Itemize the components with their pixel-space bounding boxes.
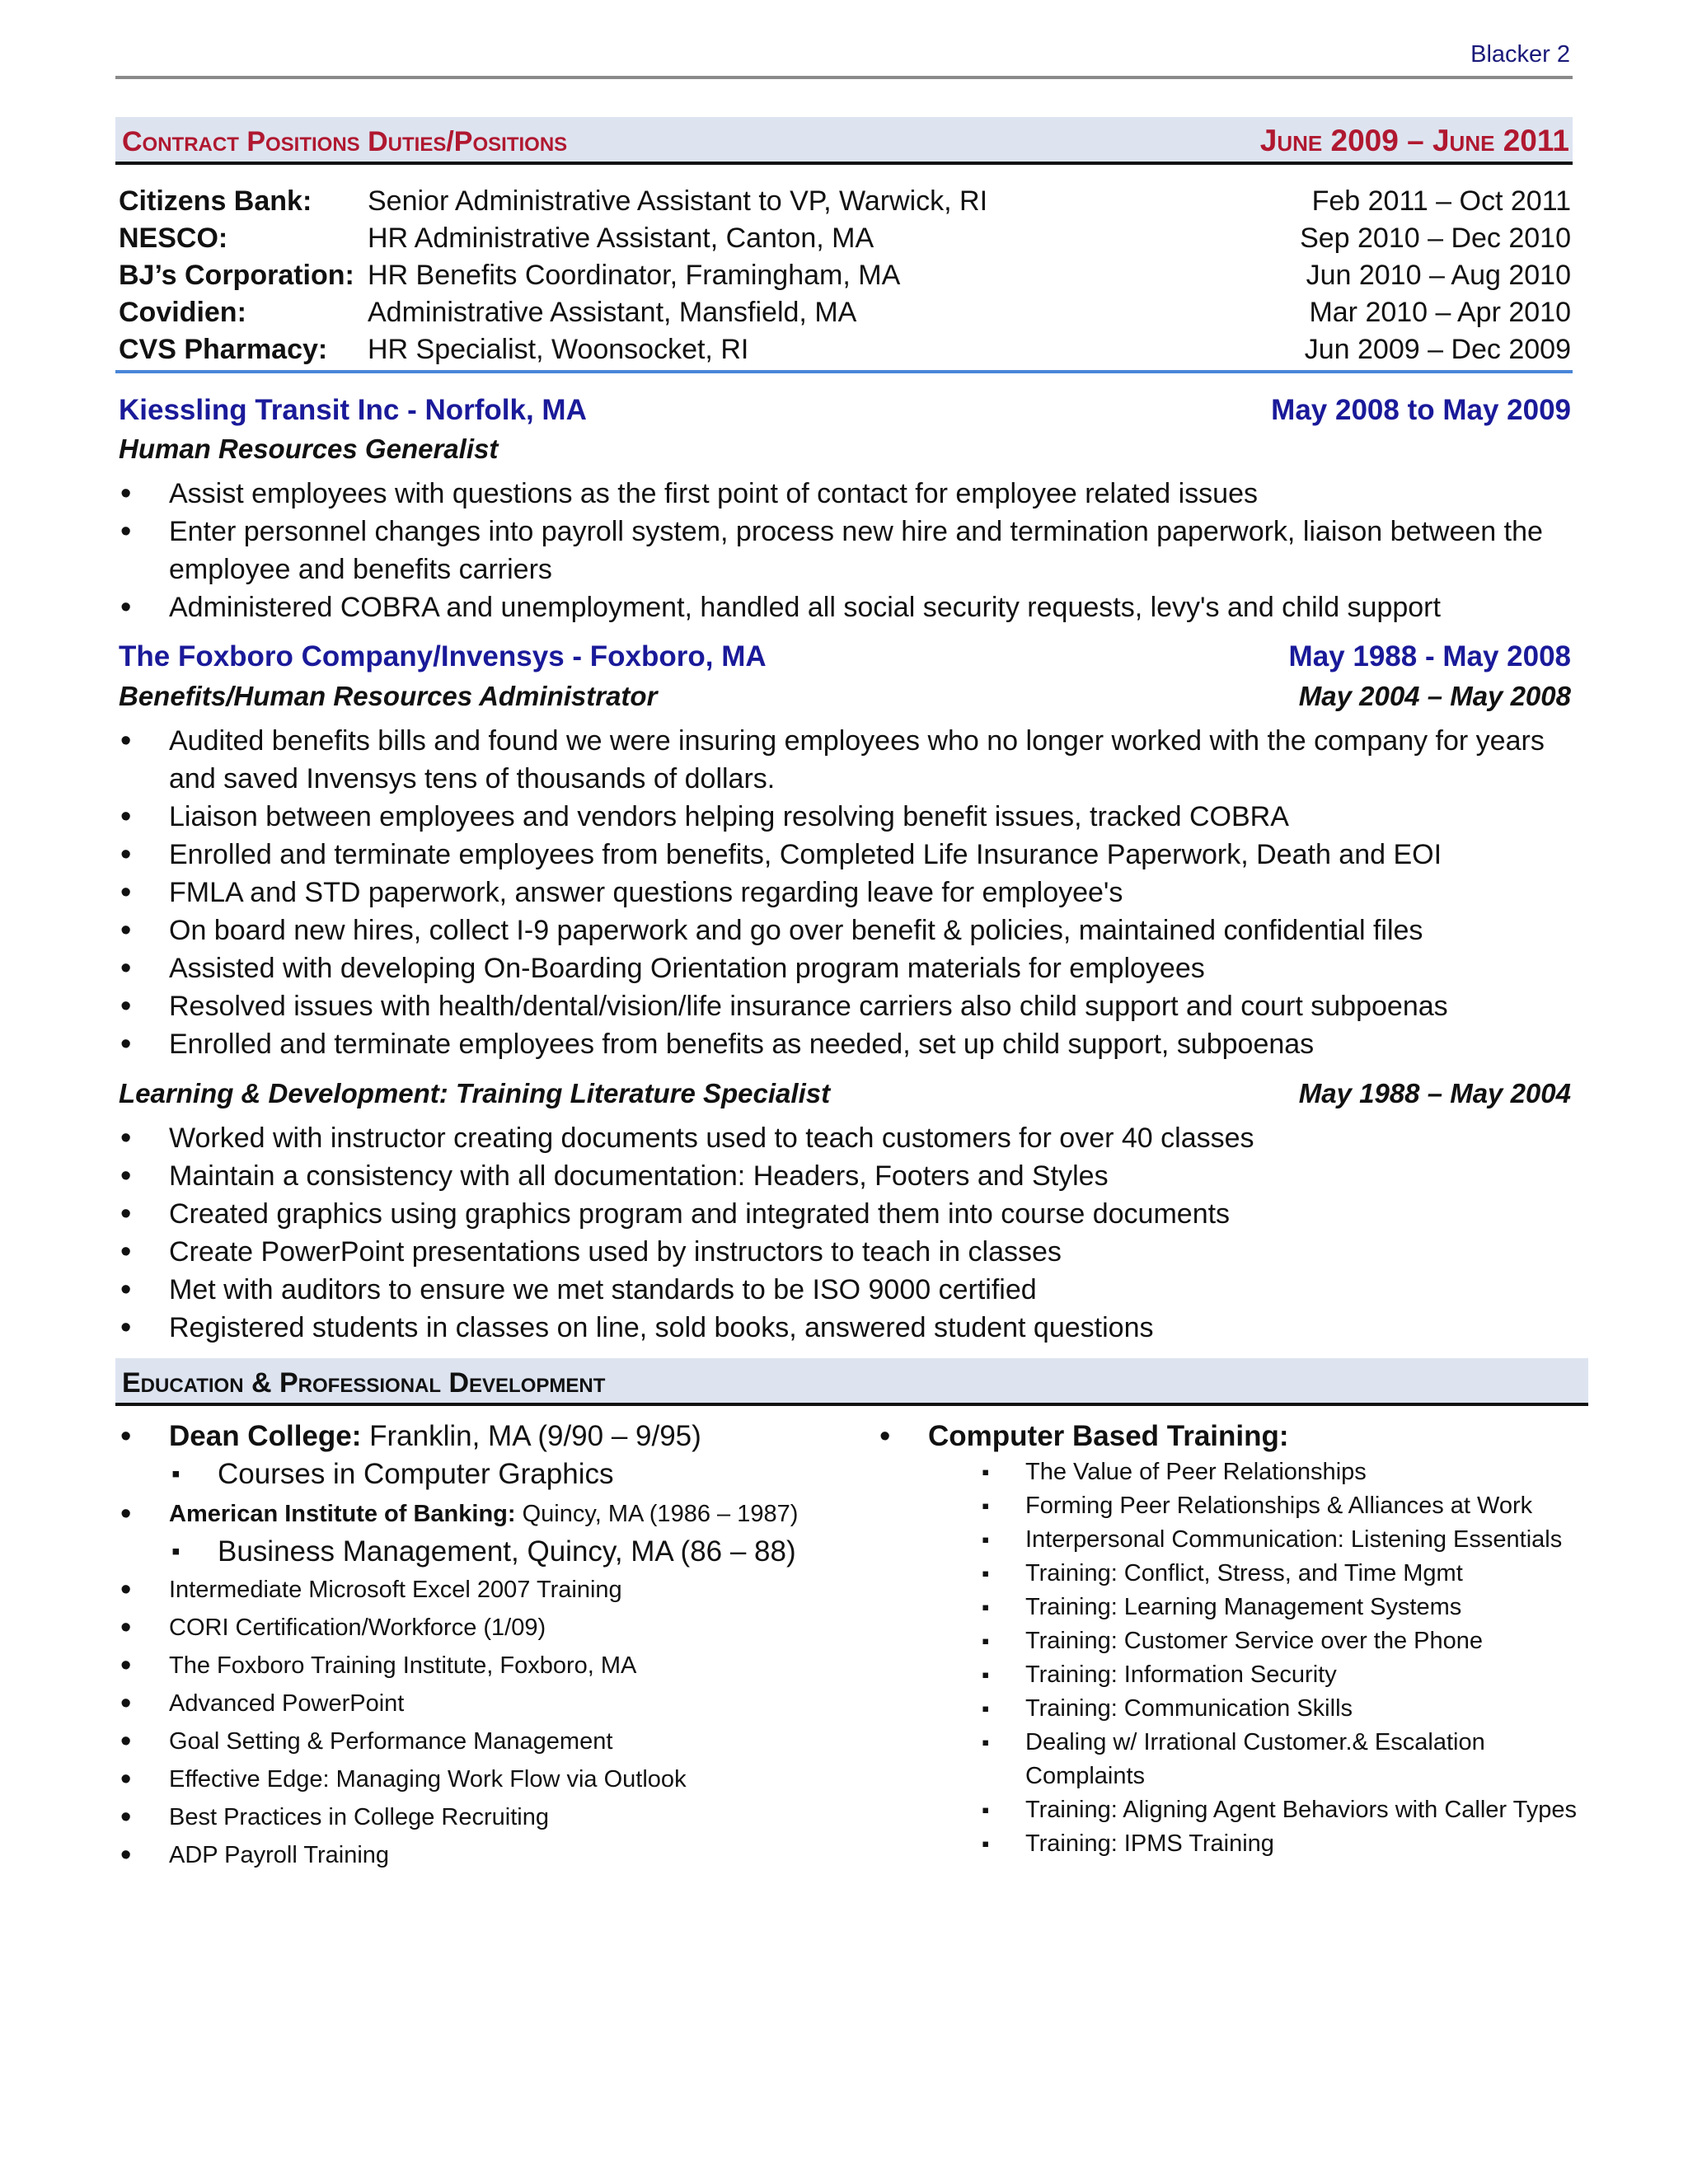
list-item: ▪ Training: Aligning Agent Behaviors with Caller Types xyxy=(977,1793,1578,1827)
role-title: Learning & Development: Training Literature Specialist xyxy=(119,1078,831,1108)
employer-foxboro xyxy=(119,640,1571,673)
role-dates: May 1988 – May 2004 xyxy=(1298,1078,1571,1108)
list-item: • Enter personnel changes into payroll system, process new hire and termination paperwork, liaison between the employee and benefits carriers xyxy=(119,513,1571,588)
list-item: ▪ Training: Information Security xyxy=(977,1658,1578,1692)
contract-dates: Sep 2010 – Dec 2010 xyxy=(1300,223,1571,254)
school-detail: Quincy, MA (1986 – 1987) xyxy=(515,1501,799,1527)
list-item: ▪ Training: Communication Skills xyxy=(977,1692,1578,1726)
list-item: • Intermediate Microsoft Excel 2007 Training xyxy=(119,1571,828,1609)
list-item: • Maintain a consistency with all documentation: Headers, Footers and Styles xyxy=(119,1157,1571,1195)
list-item: • Assist employees with questions as the first point of contact for employee related issues xyxy=(119,475,1571,513)
contract-section-title: Contract Positions Duties/Positions xyxy=(122,126,568,157)
school-name: American Institute of Banking: xyxy=(169,1501,516,1527)
contract-dates: Jun 2009 – Dec 2009 xyxy=(1304,334,1571,365)
page-header-name: Blacker 2 xyxy=(1470,41,1570,68)
list-item: • Met with auditors to ensure we met standards to be ISO 9000 certified xyxy=(119,1271,1571,1309)
contract-table xyxy=(119,183,1571,368)
education-right-column xyxy=(878,1418,1578,1861)
contract-section-dates: June 2009 – June 2011 xyxy=(1259,124,1569,157)
list-item: ▪ Training: Customer Service over the Phone xyxy=(977,1624,1578,1658)
education-left-column xyxy=(119,1418,828,1874)
list-item: • Resolved issues with health/dental/vision/life insurance carriers also child support and court subpoenas xyxy=(119,987,1571,1025)
contract-title: HR Benefits Coordinator, Framingham, MA xyxy=(368,260,901,291)
list-item xyxy=(119,1495,828,1533)
list-item: • Audited benefits bills and found we were insuring employees who no longer worked with the company for years and saved Invensys tens of thousands of dollars. xyxy=(119,722,1571,798)
list-item: ▪ Training: Learning Management Systems xyxy=(977,1591,1578,1624)
list-item: ▪ Dealing w/ Irrational Customer.& Escalation Complaints xyxy=(977,1726,1536,1793)
list-item: • Created graphics using graphics program and integrated them into course documents xyxy=(119,1195,1571,1233)
employer-dates: May 1988 - May 2008 xyxy=(1288,640,1571,673)
list-item: • ADP Payroll Training xyxy=(119,1836,828,1874)
contract-company: Covidien: xyxy=(119,297,246,328)
contract-table-rule xyxy=(115,370,1573,373)
role-kiessling xyxy=(119,434,1571,465)
employer-dates: May 2008 to May 2009 xyxy=(1271,394,1571,426)
list-item: • On board new hires, collect I-9 paperwork and go over benefit & policies, maintained confidential files xyxy=(119,912,1571,949)
contract-row xyxy=(119,220,1571,257)
list-item: • The Foxboro Training Institute, Foxboro, MA xyxy=(119,1647,828,1685)
role-benefits xyxy=(119,681,1571,712)
list-item: ▪ Interpersonal Communication: Listening Essentials xyxy=(977,1523,1578,1557)
contract-section-band xyxy=(115,117,1573,165)
contract-dates: Feb 2011 – Oct 2011 xyxy=(1311,185,1571,217)
list-item: • Best Practices in College Recruiting xyxy=(119,1798,828,1836)
list-item: • FMLA and STD paperwork, answer questions regarding leave for employee's xyxy=(119,874,1571,912)
list-item: • Administered COBRA and unemployment, handled all social security requests, levy's and child support xyxy=(119,588,1571,626)
list-item: • Worked with instructor creating documents used to teach customers for over 40 classes xyxy=(119,1119,1571,1157)
list-item: • Assisted with developing On-Boarding Orientation program materials for employees xyxy=(119,949,1571,987)
kiessling-bullets xyxy=(119,475,1571,626)
training-bullets xyxy=(119,1119,1571,1347)
contract-company: CVS Pharmacy: xyxy=(119,334,328,365)
list-item: • Effective Edge: Managing Work Flow via Outlook xyxy=(119,1760,828,1798)
employer-name: The Foxboro Company/Invensys - Foxboro, MA xyxy=(119,640,767,673)
employer-kiessling xyxy=(119,394,1571,427)
role-dates: May 2004 – May 2008 xyxy=(1298,681,1571,711)
list-item: ▪ The Value of Peer Relationships xyxy=(977,1455,1578,1489)
list-item: • Registered students in classes on line, sold books, answered student questions xyxy=(119,1309,1571,1347)
list-item: • Enrolled and terminate employees from benefits as needed, set up child support, subpoenas xyxy=(119,1025,1571,1063)
list-item: • CORI Certification/Workforce (1/09) xyxy=(119,1609,828,1647)
contract-row xyxy=(119,183,1571,220)
contract-title: Administrative Assistant, Mansfield, MA xyxy=(368,297,857,328)
list-item: ▪ Training: Conflict, Stress, and Time Mgmt xyxy=(977,1557,1578,1591)
list-item: • Advanced PowerPoint xyxy=(119,1685,828,1722)
list-item xyxy=(119,1418,828,1455)
employer-name: Kiessling Transit Inc - Norfolk, MA xyxy=(119,394,587,426)
contract-dates: Mar 2010 – Apr 2010 xyxy=(1309,297,1571,328)
contract-company: NESCO: xyxy=(119,223,228,254)
list-item: ▪ Forming Peer Relationships & Alliances at Work xyxy=(977,1489,1578,1523)
contract-dates: Jun 2010 – Aug 2010 xyxy=(1306,260,1571,291)
contract-row xyxy=(119,294,1571,331)
list-item xyxy=(878,1418,1578,1455)
contract-company: Citizens Bank: xyxy=(119,185,312,217)
education-section-title: Education & Professional Development xyxy=(122,1367,606,1399)
education-section-band xyxy=(115,1358,1588,1406)
list-item: ▪ Training: IPMS Training xyxy=(977,1827,1578,1861)
cbt-heading: Computer Based Training: xyxy=(928,1420,1289,1452)
contract-title: Senior Administrative Assistant to VP, Warwick, RI xyxy=(368,185,988,217)
list-item: • Liaison between employees and vendors helping resolving benefit issues, tracked COBRA xyxy=(119,798,1571,836)
contract-row xyxy=(119,257,1571,294)
role-title: Human Resources Generalist xyxy=(119,434,499,464)
school-name: Dean College: xyxy=(169,1420,362,1452)
header-rule xyxy=(115,76,1573,79)
role-training xyxy=(119,1078,1571,1109)
contract-title: HR Specialist, Woonsocket, RI xyxy=(368,334,749,365)
list-item: • Enrolled and terminate employees from benefits, Completed Life Insurance Paperwork, Death and EOI xyxy=(119,836,1571,874)
benefits-bullets xyxy=(119,722,1571,1063)
role-title: Benefits/Human Resources Administrator xyxy=(119,681,658,711)
list-item: ▪ Business Management, Quincy, MA (86 – 88) xyxy=(119,1533,828,1571)
list-item: • Create PowerPoint presentations used by instructors to teach in classes xyxy=(119,1233,1571,1271)
list-item: ▪ Courses in Computer Graphics xyxy=(119,1455,828,1493)
contract-row xyxy=(119,331,1571,368)
contract-title: HR Administrative Assistant, Canton, MA xyxy=(368,223,874,254)
list-item: • Goal Setting & Performance Management xyxy=(119,1722,828,1760)
contract-company: BJ’s Corporation: xyxy=(119,260,354,291)
school-detail: Franklin, MA (9/90 – 9/95) xyxy=(361,1420,701,1452)
